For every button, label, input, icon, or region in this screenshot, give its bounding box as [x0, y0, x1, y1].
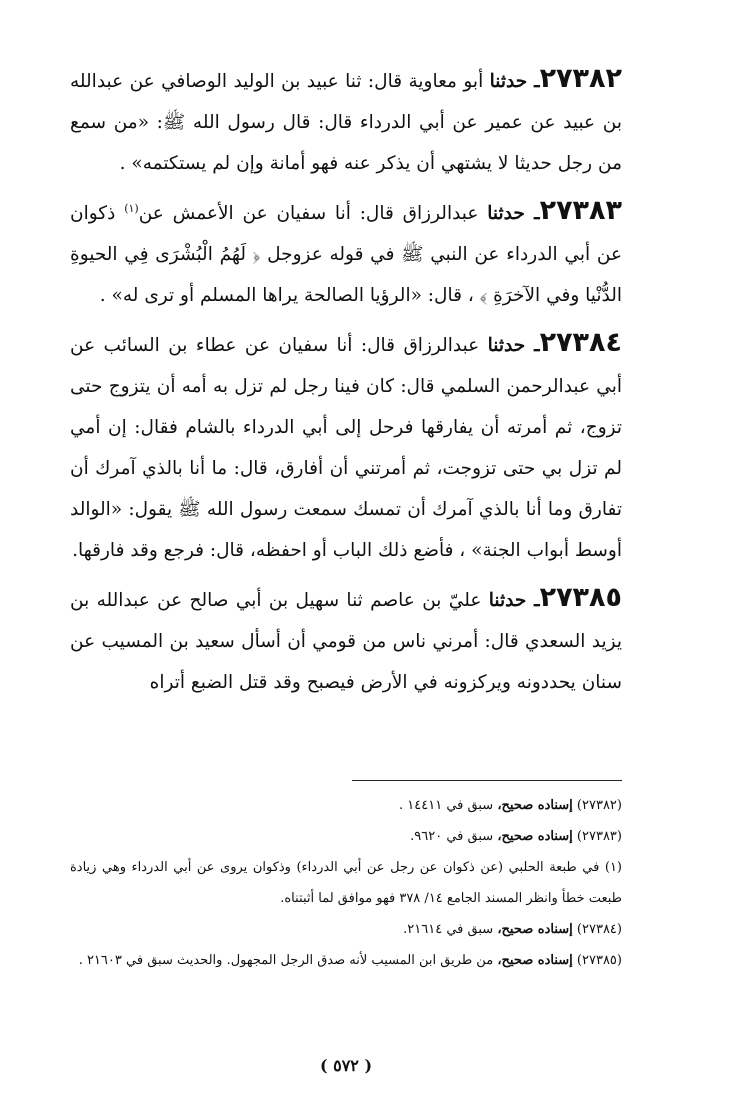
hadith-27382: ٢٧٣٨٢ـ حدثنا أبو معاوية قال: ثنا عبيد بن الوليد الوصافي عن عبدالله بن عبيد عن عمير عن أبي الدرداء قال: قال رسول الله ﷺ: «من سمع من رجل حديثا لا يشتهي أن يذكر عنه فهو أمانة وإن لم يستكتمه» .: [70, 63, 622, 174]
haddathana: حدثنا: [487, 203, 525, 224]
footnote-divider: [352, 780, 622, 781]
hadith-27385: ٢٧٣٨٥ـ حدثنا عليّ بن عاصم ثنا سهيل بن أبي صالح عن عبدالله بن يزيد السعدي قال: أمرني ناس من قومي أن أسأل سعيد بن المسيب عن سنان يحددونه ويركزونه في الأرض فيصبح وقد قتل الضبع أتراه: [70, 582, 622, 693]
hadith-text: عبدالرزاق قال: أنا سفيان عن عطاء بن السائب عن أبي عبدالرحمن السلمي قال: كان فينا رجل لم تزل به أمه أن يتزوج حتى تزوج، ثم أمرته أن يفارقها فرحل إلى أبي الدرداء بالشام فقال: إن أمي لم تزل بي حتى تزوجت، ثم أمرتني أن أفارق، قال: ما أنا بالذي آمرك أن تفارق وما أنا بالذي آمرك أن تمسك سمعت رسول الله ﷺ يقول: «الوالد أوسط أبواب الجنة» ، فأضع ذلك الباب أو احفظه، قال: فرجع وقد فارقها.: [70, 335, 622, 561]
haddathana: حدثنا: [487, 335, 526, 356]
hadith-27384: ٢٧٣٨٤ـ حدثنا عبدالرزاق قال: أنا سفيان عن عطاء بن السائب عن أبي عبدالرحمن السلمي قال: كان فينا رجل لم تزل به أمه أن يتزوج حتى تزوج، ثم أمرته أن يفارقها فرحل إلى أبي الدرداء بالشام فقال: إن أمي لم تزل بي حتى تزوجت، ثم أمرتني أن أفارق، قال: ما أنا بالذي آمرك أن تفارق وما أنا بالذي آمرك أن تمسك سمعت رسول الله ﷺ يقول: «الوالد أوسط أبواب الجنة» ، فأضع ذلك الباب أو احفظه، قال: فرجع وقد فارقها.: [70, 327, 622, 561]
hadith-text: عبدالرزاق قال: أنا سفيان عن الأعمش عن: [138, 203, 479, 224]
hadith-number: ٢٧٣٨٥: [539, 582, 622, 613]
hadith-number: ٢٧٣٨٣: [539, 195, 622, 226]
footnote: (١) في طبعة الحلبي (عن ذكوان عن رجل عن أبي الدرداء) وذكوان يروى عن أبي الدرداء وهي زيادة طبعت خطأ وانظر المسند الجامع ١٤/ ٣٧٨ فهو موافق لما أثبتناه.: [70, 860, 622, 906]
hadith-text: أبو معاوية قال: ثنا عبيد بن الوليد الوصافي عن عبدالله بن عبيد عن عمير عن أبي الدرداء قال: قال رسول الله ﷺ: «من سمع من رجل حديثا لا يشتهي أن يذكر عنه فهو أمانة وإن لم يستكتمه» .: [70, 71, 622, 174]
footnote: (٢٧٣٨٥) إسناده صحيح، من طريق ابن المسيب لأنه صدق الرجل المجهول. والحديث سبق في ٢١٦٠٣ .: [78, 953, 622, 968]
haddathana: حدثنا: [489, 71, 528, 92]
book-page: [70, 58, 622, 1075]
haddathana: حدثنا: [488, 590, 527, 611]
footnote: (٢٧٣٨٢) إسناده صحيح، سبق في ١٤٤١١ .: [399, 798, 622, 813]
hadith-27383: ٢٧٣٨٣ـ حدثنا عبدالرزاق قال: أنا سفيان عن الأعمش عن$^{(١)}$ ذكوان عن أبي الدرداء عن النبي ﷺ في قوله عزوجل ﴿ لَهُمُ الْبُشْرَى فِي الحيوةِ الدُّنْيا وفي الآخرَةِ ﴾ ، قال: «الرؤيا الصالحة يراها المسلم أو ترى له» .: [70, 195, 622, 306]
page-number: ( ٥٧٢ ): [319, 1056, 373, 1075]
footnote: (٢٧٣٨٤) إسناده صحيح، سبق في ٢١٦١٤.: [403, 922, 622, 937]
hadith-text: عليّ بن عاصم ثنا سهيل بن أبي صالح عن عبدالله بن يزيد السعدي قال: أمرني ناس من قومي أن أسأل سعيد بن المسيب عن سنان يحددونه ويركزونه في الأرض فيصبح وقد قتل الضبع أتراه: [70, 590, 622, 693]
footnote-ref: (١): [124, 201, 139, 215]
footnote: (٢٧٣٨٣) إسناده صحيح، سبق في ٩٦٢٠.: [410, 829, 622, 844]
main-text: [70, 58, 622, 703]
hadith-text: ذكوان عن أبي الدرداء عن النبي ﷺ في قوله عزوجل ﴿ لَهُمُ الْبُشْرَى فِي الحيوةِ الدُّنْيا وفي الآخرَةِ ﴾ ، قال: «الرؤيا الصالحة يراها المسلم أو ترى له» .: [70, 203, 622, 306]
footnotes: [70, 790, 622, 976]
hadith-number: ٢٧٣٨٤: [539, 327, 622, 358]
hadith-number: ٢٧٣٨٢: [539, 63, 622, 94]
